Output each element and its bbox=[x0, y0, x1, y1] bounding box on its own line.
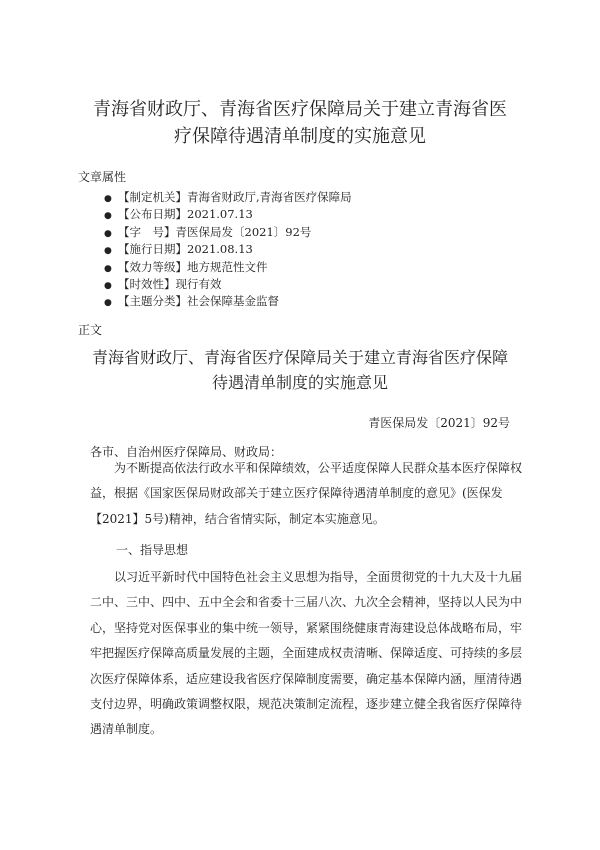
paragraph-line: 【2021】5号)精神，结合省情实际，制定本实施意见。 bbox=[90, 511, 385, 526]
section-heading-guiding-ideology: 一、指导思想 bbox=[116, 543, 189, 557]
document-title-line-1: 青海省财政厅、青海省医疗保障局关于建立青海省医 bbox=[93, 99, 507, 120]
document-title-line-2: 疗保障待遇清单制度的实施意见 bbox=[174, 126, 426, 147]
bullet-icon: ● bbox=[104, 263, 112, 274]
paragraph-line: 二中、三中、四中、五中全会和省委十三届八次、九次全会精神，坚持以人民为中 bbox=[90, 595, 523, 610]
bullet-icon: ● bbox=[104, 228, 112, 239]
bullet-icon: ● bbox=[104, 280, 112, 291]
body-title bbox=[60, 345, 540, 395]
bullet-icon: ● bbox=[104, 298, 112, 309]
bullet-icon: ● bbox=[104, 194, 112, 204]
paragraph-line: 牢把握医疗保障高质量发展的主题，全面建成权责清晰、保障适度、可持续的多层 bbox=[90, 646, 523, 661]
body-label: 正文 bbox=[78, 323, 103, 337]
salutation: 各市、自治州医疗保障局、财政局： bbox=[90, 445, 283, 459]
attribute-item: ● 【时效性】现行有效 bbox=[104, 276, 352, 293]
attribute-item: ● 【效力等级】地方规范性文件 bbox=[104, 259, 352, 276]
paragraph-line: 心，坚持党对医保事业的集中统一领导，紧紧围绕健康青海建设总体战略布局，牢 bbox=[90, 620, 523, 635]
body-title-line-1: 青海省财政厅、青海省医疗保障局关于建立青海省医疗保障 bbox=[91, 348, 508, 367]
attribute-item: ● 【字 号】青医保局发〔2021〕92号 bbox=[104, 224, 352, 241]
bullet-icon: ● bbox=[104, 246, 112, 257]
attributes-list bbox=[104, 189, 352, 311]
document-number: 青医保局发〔2021〕92号 bbox=[368, 416, 510, 430]
attribute-item: ● 【公布日期】2021.07.13 bbox=[104, 206, 352, 223]
attribute-item: ● 【制定机关】青海省财政厅,青海省医疗保障局 bbox=[104, 189, 352, 206]
paragraph-line: 支付边界，明确政策调整权限，规范决策制定流程，逐步建立健全我省医疗保障待 bbox=[90, 697, 523, 712]
paragraph-intro bbox=[90, 456, 523, 532]
paragraph-line: 为不断提高依法行政水平和保障绩效，公平适度保障人民群众基本医疗保障权 bbox=[90, 461, 523, 475]
attribute-item: ● 【施行日期】2021.08.13 bbox=[104, 241, 352, 258]
document-title bbox=[60, 96, 540, 150]
attributes-label: 文章属性 bbox=[78, 170, 127, 184]
paragraph-guiding-ideology bbox=[90, 565, 523, 743]
bullet-icon: ● bbox=[104, 211, 112, 222]
body-title-line-2: 待遇清单制度的实施意见 bbox=[211, 373, 388, 392]
attribute-item: ● 【主题分类】社会保障基金监督 bbox=[104, 293, 352, 310]
paragraph-line: 遇清单制度。 bbox=[90, 722, 163, 737]
paragraph-line: 以习近平新时代中国特色社会主义思想为指导，全面贯彻党的十九大及十九届 bbox=[90, 570, 523, 584]
paragraph-line: 益，根据《国家医保局财政部关于建立医疗保障待遇清单制度的意见》(医保发 bbox=[90, 486, 503, 501]
paragraph-line: 次医疗保障体系，适应建设我省医疗保障制度需要，确定基本保障内涵，厘清待遇 bbox=[90, 671, 523, 686]
